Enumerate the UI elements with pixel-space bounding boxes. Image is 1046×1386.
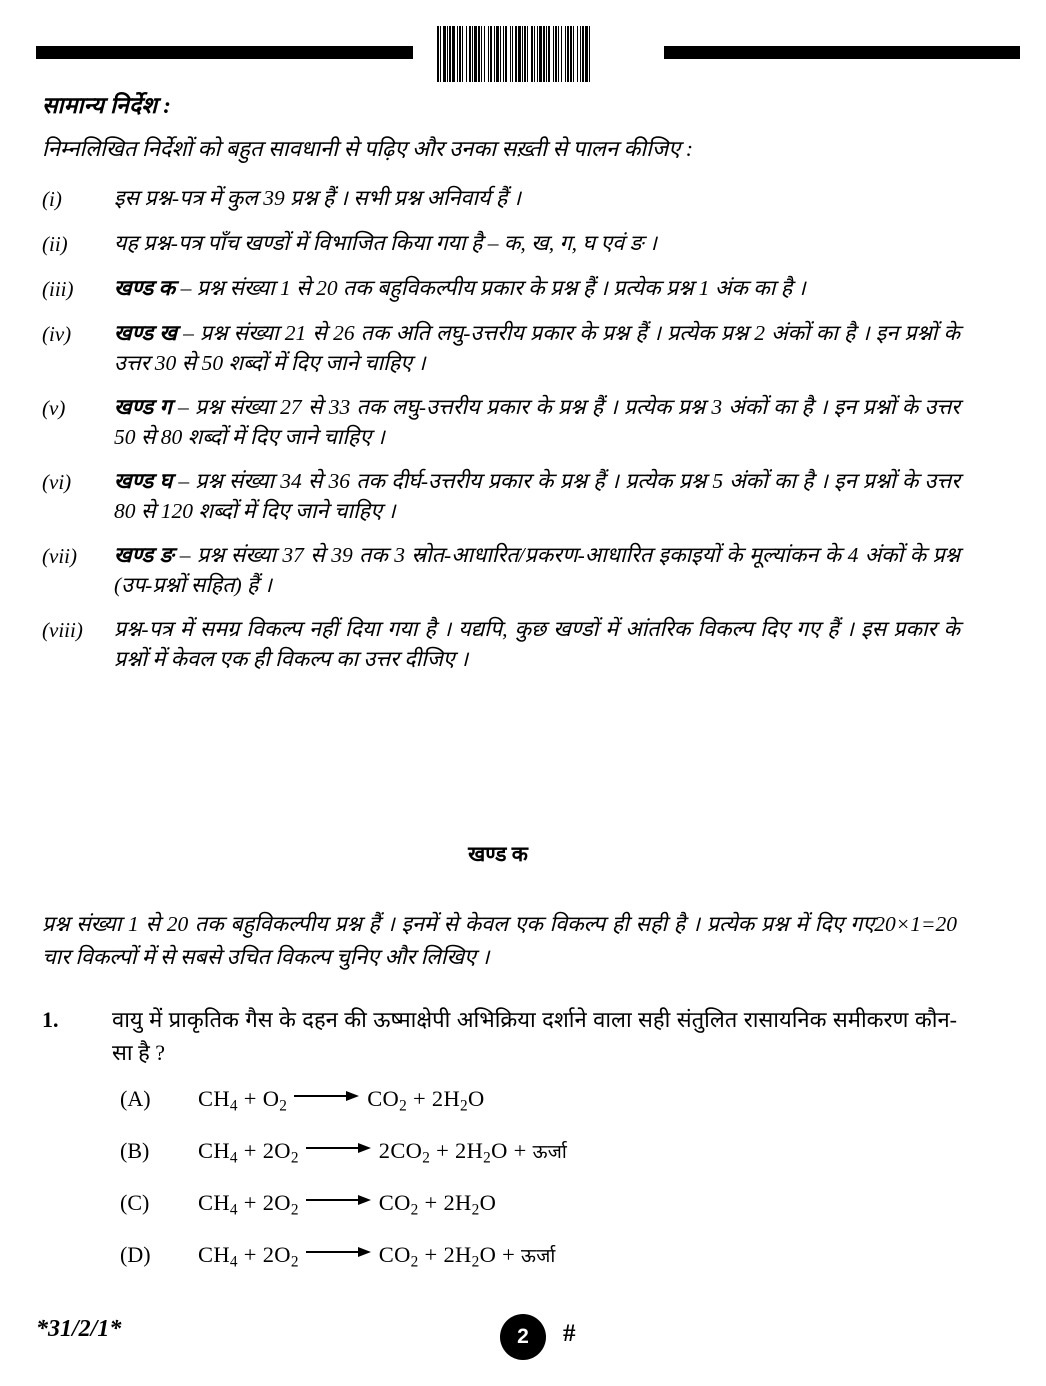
instruction-text: यह प्रश्न-पत्र पाँच खण्डों में विभाजित किया गया है – क, ख, ग, घ एवं ङ । <box>114 231 657 255</box>
instruction-text: खण्ड ग – प्रश्न संख्या 27 से 33 तक लघु-उत्तरीय प्रकार के प्रश्न हैं । प्रत्येक प्रश्न 3 अंकों का है । इन प्रश्नों के उत्तर 50 से 80 शब्दों में दिए जाने चाहिए । <box>114 395 960 449</box>
instruction-number: (i) <box>42 187 62 211</box>
general-instructions-subtitle: निम्नलिखित निर्देशों को बहुत सावधानी से पढ़िए और उनका सख़्ती से पालन कीजिए : <box>42 136 694 161</box>
instruction-item <box>42 392 960 452</box>
option-equation: $CH_4 + 2O_2$ $CO_2 + 2H_2O$ <box>198 1190 497 1219</box>
page-number-badge: 2 <box>500 1314 546 1360</box>
page-header <box>0 0 1046 86</box>
option-label: (A) <box>120 1086 151 1111</box>
option-row[interactable] <box>42 1242 957 1294</box>
instruction-number: (viii) <box>42 618 83 642</box>
instruction-item <box>42 318 960 378</box>
barcode-image <box>437 26 619 82</box>
option-row[interactable] <box>42 1138 957 1190</box>
option-row[interactable] <box>42 1086 957 1138</box>
instruction-item <box>42 614 960 674</box>
reaction-arrow-icon <box>294 1090 360 1102</box>
question-1 <box>42 1003 957 1069</box>
instruction-number: (v) <box>42 396 66 420</box>
footer-hash-mark: # <box>563 1320 576 1347</box>
option-label: (C) <box>120 1190 150 1215</box>
instructions-list <box>42 183 960 688</box>
header-rule-left <box>36 46 413 59</box>
option-equation: $CH_4 + O_2$ $CO_2 + 2H_2O$ <box>198 1086 485 1115</box>
question-text: वायु में प्राकृतिक गैस के दहन की ऊष्माक्षेपी अभिक्रिया दर्शाने वाला सही संतुलित रासायनिक समीकरण कौन-सा है ? <box>112 1007 957 1065</box>
general-instructions-title: सामान्य निर्देश : <box>42 93 172 118</box>
instruction-number: (iv) <box>42 322 72 346</box>
instruction-text: खण्ड ङ – प्रश्न संख्या 37 से 39 तक 3 स्रोत-आधारित/प्रकरण-आधारित इकाइयों के मूल्यांकन के 4 अंकों के प्रश्न (उप-प्रश्नों सहित) हैं । <box>114 543 960 597</box>
section-heading: खण्ड क <box>468 842 528 866</box>
reaction-arrow-icon <box>306 1142 372 1154</box>
instruction-text: खण्ड घ – प्रश्न संख्या 34 से 36 तक दीर्घ-उत्तरीय प्रकार के प्रश्न हैं । प्रत्येक प्रश्न 5 अंकों का है । इन प्रश्नों के उत्तर 80 से 120 शब्दों में दिए जाने चाहिए । <box>114 469 960 523</box>
option-equation: $CH_4 + 2O_2$ $CO_2 + 2H_2O$ + ऊर्जा <box>198 1242 556 1271</box>
instruction-item <box>42 183 960 214</box>
header-rule-right <box>664 46 1020 59</box>
section-instruction <box>42 908 957 974</box>
option-label: (B) <box>120 1138 150 1163</box>
instruction-text: खण्ड ख – प्रश्न संख्या 21 से 26 तक अति लघु-उत्तरीय प्रकार के प्रश्न हैं । प्रत्येक प्रश्न 2 अंकों का है । इन प्रश्नों के उत्तर 30 से 50 शब्दों में दिए जाने चाहिए । <box>114 321 961 375</box>
option-row[interactable] <box>42 1190 957 1242</box>
instruction-number: (iii) <box>42 277 74 301</box>
instruction-item <box>42 540 960 600</box>
instruction-text: इस प्रश्न-पत्र में कुल 39 प्रश्न हैं । सभी प्रश्न अनिवार्य हैं । <box>114 186 521 210</box>
question-options <box>42 1086 957 1294</box>
reaction-arrow-icon <box>306 1246 372 1258</box>
instruction-item <box>42 466 960 526</box>
instruction-item <box>42 273 960 304</box>
section-instruction-text: प्रश्न संख्या 1 से 20 तक बहुविकल्पीय प्रश्न हैं । इनमें से केवल एक विकल्प ही सही है । प्रत्येक प्रश्न में दिए गए चार विकल्पों में से सबसे उचित विकल्प चुनिए और लिखिए । <box>42 912 875 969</box>
paper-code: *31/2/1* <box>36 1316 122 1342</box>
option-equation: $CH_4 + 2O_2$ $2CO_2 + 2H_2O$ + ऊर्जा <box>198 1138 568 1167</box>
option-label: (D) <box>120 1242 151 1267</box>
instruction-text: प्रश्न-पत्र में समग्र विकल्प नहीं दिया गया है । यद्यपि, कुछ खण्डों में आंतरिक विकल्प दिए गए हैं । इस प्रकार के प्रश्नों में केवल एक ही विकल्प का उत्तर दीजिए । <box>114 617 960 671</box>
section-marks: 20×1=20 <box>874 912 957 936</box>
reaction-arrow-icon <box>306 1194 372 1206</box>
instruction-item <box>42 228 960 259</box>
question-number: 1. <box>42 1007 59 1032</box>
instruction-number: (vi) <box>42 470 72 494</box>
instruction-number: (ii) <box>42 232 68 256</box>
instruction-text: खण्ड क – प्रश्न संख्या 1 से 20 तक बहुविकल्पीय प्रकार के प्रश्न हैं । प्रत्येक प्रश्न 1 अंक का है । <box>114 276 806 300</box>
instruction-number: (vii) <box>42 544 77 568</box>
question-row <box>42 1003 957 1069</box>
